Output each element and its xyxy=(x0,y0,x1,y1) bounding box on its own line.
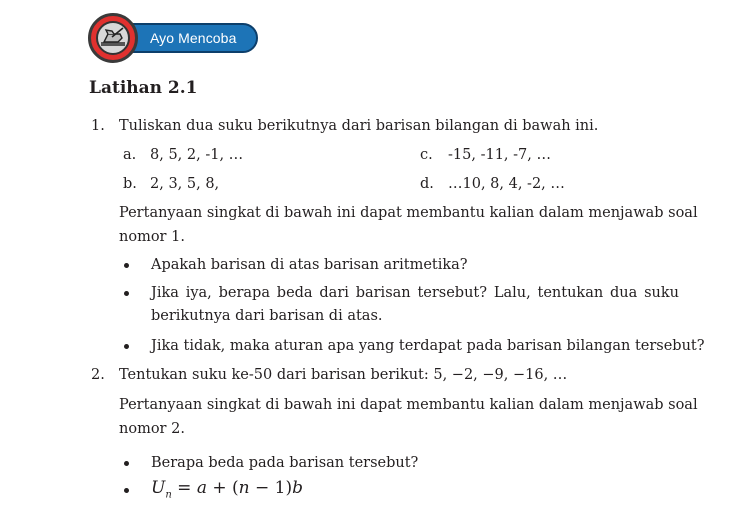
bullet-dot xyxy=(124,488,129,493)
formula-minus: − 1) xyxy=(249,478,293,498)
question-number: 2. xyxy=(91,367,105,383)
option-value: …10, 8, 4, -2, … xyxy=(448,176,565,192)
hint-text: Pertanyaan singkat di bawah ini dapat membantu kalian dalam menjawab soal xyxy=(119,205,698,221)
question-text: Tuliskan dua suku berikutnya dari barisan bilangan di bawah ini. xyxy=(119,118,599,134)
formula-equals: = xyxy=(171,478,197,498)
question-number: 1. xyxy=(91,118,105,134)
bullet-dot xyxy=(124,263,129,268)
hint-text: Pertanyaan singkat di bawah ini dapat membantu kalian dalam menjawab soal xyxy=(119,397,698,413)
bullet-text: berikutnya dari barisan di atas. xyxy=(151,308,383,324)
question-text: Tentukan suku ke-50 dari barisan berikut: 5, −2, −9, −16, … xyxy=(119,367,568,383)
formula-plus: + ( xyxy=(206,478,239,498)
hint-text: nomor 2. xyxy=(119,421,185,437)
writing-hand-icon xyxy=(96,21,130,55)
badge-label: Ayo Mencoba xyxy=(150,30,237,46)
bullet-text: Apakah barisan di atas barisan aritmetika? xyxy=(151,257,468,273)
bullet-text: Jika iya, berapa beda dari barisan tersebut? Lalu, tentukan dua suku xyxy=(151,285,679,301)
bullet-dot xyxy=(124,461,129,466)
formula xyxy=(151,478,303,505)
section-title: Latihan 2.1 xyxy=(89,78,198,98)
bullet-dot xyxy=(124,344,129,349)
badge-circle xyxy=(88,13,138,63)
bullet-text: Jika tidak, maka aturan apa yang terdapat pada barisan bilangan tersebut? xyxy=(151,338,705,354)
ayo-mencoba-badge xyxy=(88,13,260,63)
bullet-dot xyxy=(124,291,129,296)
option-letter: b. xyxy=(123,176,137,192)
bullet-text: Berapa beda pada barisan tersebut? xyxy=(151,455,419,471)
formula-u: U xyxy=(151,478,166,498)
formula-a: a xyxy=(196,478,207,498)
option-value: 2, 3, 5, 8, xyxy=(150,176,220,192)
option-value: 8, 5, 2, -1, … xyxy=(150,147,244,163)
formula-subscript: n xyxy=(165,489,172,501)
formula-b: b xyxy=(292,478,304,498)
option-letter: a. xyxy=(123,147,137,163)
option-letter: d. xyxy=(420,176,434,192)
formula-n: n xyxy=(238,478,250,498)
option-value: -15, -11, -7, … xyxy=(448,147,551,163)
option-letter: c. xyxy=(420,147,433,163)
hint-text: nomor 1. xyxy=(119,229,185,245)
